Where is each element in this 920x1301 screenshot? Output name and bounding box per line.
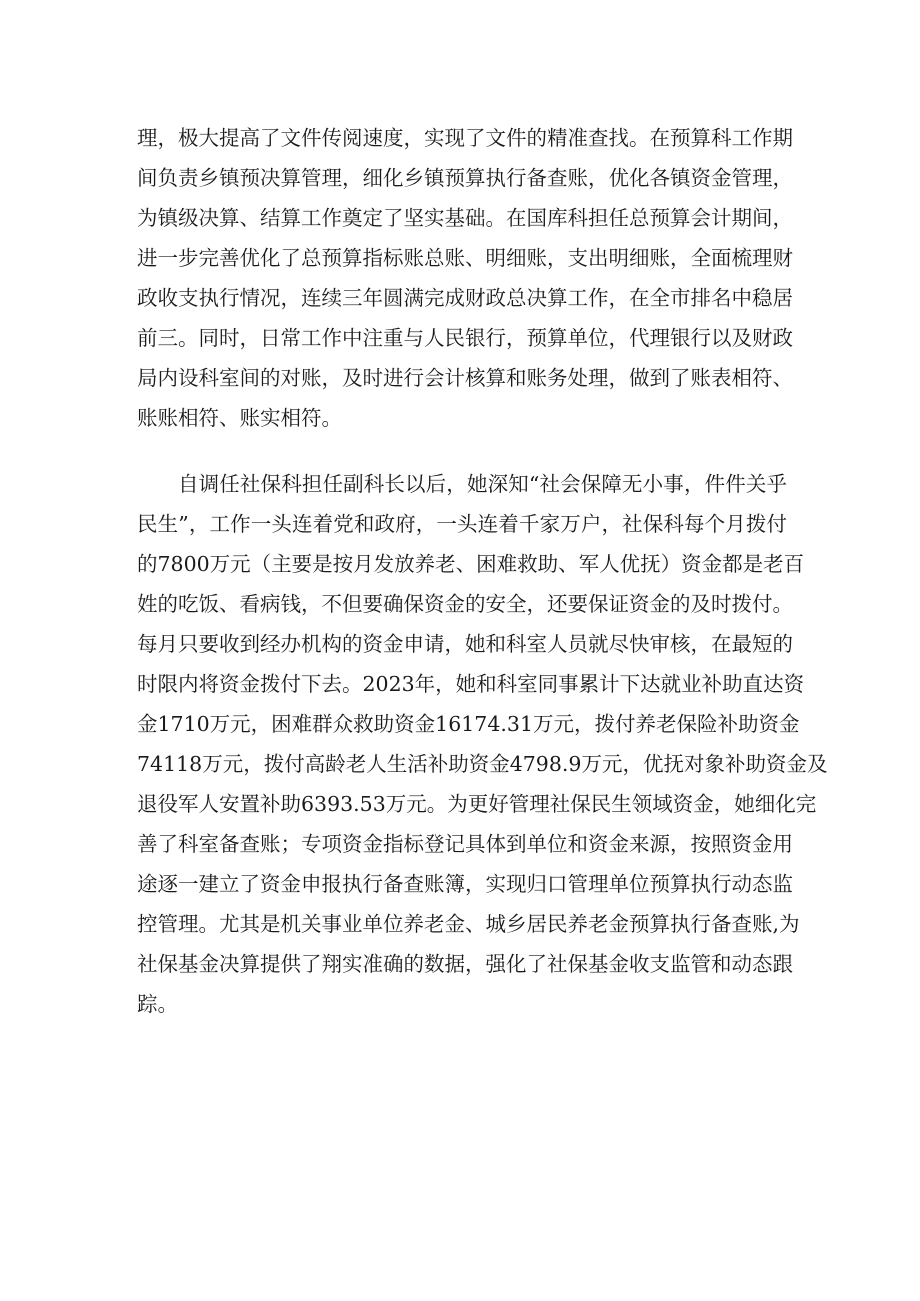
text-line: 74118万元，拨付高龄老人生活补助资金4798.9万元，优抚对象补助资金及 [137,752,828,776]
text-line: 的7800万元（主要是按月发放养老、困难救助、军人优抚）资金都是老百 [137,552,805,576]
text-line: 自调任社保科担任副科长以后，她深知“社会保障无小事，件件关乎 [178,472,787,496]
text-line: 为镇级决算、结算工作奠定了坚实基础。在国库科担任总预算会计期间， [137,206,793,230]
text-line: 间负责乡镇预决算管理，细化乡镇预算执行备查账，优化各镇资金管理， [137,166,793,190]
text-line: 姓的吃饭、看病钱，不但要确保资金的安全，还要保证资金的及时拨付。 [137,592,793,616]
text-line: 时限内将资金拨付下去。2023年，她和科室同事累计下达就业补助直达资 [137,672,805,696]
paragraph-gap [137,438,787,464]
document-body [137,118,828,1024]
text-line: 控管理。尤其是机关事业单位养老金、城乡居民养老金预算执行备查账,为 [137,912,800,936]
text-line: 每月只要收到经办机构的资金申请，她和科室人员就尽快审核，在最短的 [137,632,793,656]
text-line: 民生”，工作一头连着党和政府，一头连着千家万户，社保科每个月拨付 [137,512,787,536]
text-line: 理，极大提高了文件传阅速度，实现了文件的精准查找。在预算科工作期 [137,126,793,150]
text-line: 政收支执行情况，连续三年圆满完成财政总决算工作，在全市排名中稳居 [137,286,793,310]
text-line: 金1710万元，困难群众救助资金16174.31万元，拨付养老保险补助资金 [137,712,800,736]
text-line: 途逐一建立了资金申报执行备查账簿，实现归口管理单位预算执行动态监 [137,872,793,896]
text-line: 踪。 [137,992,178,1016]
text-line: 局内设科室间的对账，及时进行会计核算和账务处理，做到了账表相符、 [137,366,793,390]
paragraph-2 [137,464,828,1024]
text-line: 账账相符、账实相符。 [137,406,342,430]
text-line: 退役军人安置补助6393.53万元。为更好管理社保民生领域资金，她细化完 [137,792,817,816]
text-line: 善了科室备查账；专项资金指标登记具体到单位和资金来源，按照资金用 [137,832,793,856]
text-line: 前三。同时，日常工作中注重与人民银行，预算单位，代理银行以及财政 [137,326,793,350]
paragraph-1 [137,118,793,438]
text-line: 进一步完善优化了总预算指标账总账、明细账，支出明细账，全面梳理财 [137,246,793,270]
text-line: 社保基金决算提供了翔实准确的数据，强化了社保基金收支监管和动态跟 [137,952,793,976]
